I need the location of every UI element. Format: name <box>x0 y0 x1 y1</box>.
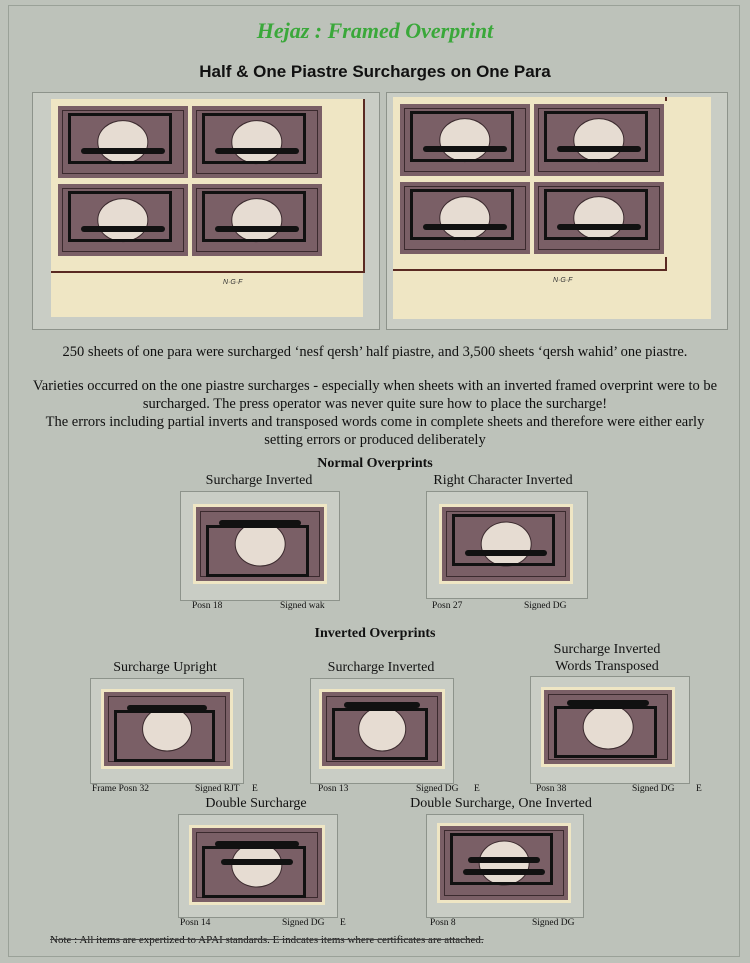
caption-surcharge-inverted: Surcharge Inverted <box>205 473 313 488</box>
mount-one-piastre-block <box>386 92 728 330</box>
position-label: Frame Posn 32 <box>92 784 149 794</box>
signature-label: Signed wak <box>280 601 325 611</box>
stamp-one-piastre <box>397 179 533 257</box>
normal-overprints-heading: Normal Overprints <box>317 456 433 471</box>
certificate-flag: E <box>252 784 258 794</box>
position-label: Posn 18 <box>192 601 223 611</box>
signature-label: Signed DG <box>282 918 325 928</box>
intro-errors: The errors including partial inverts and transposed words come in complete sheets and therefore were either early setting errors or produced deliberately <box>45 414 705 448</box>
signature-label: Signed DG <box>416 784 459 794</box>
inverted-overprints-heading: Inverted Overprints <box>314 626 436 641</box>
stamp-surcharge-inverted <box>319 689 445 769</box>
stamp-mount <box>426 491 588 599</box>
stamp-double-surcharge <box>189 825 325 905</box>
stamp-one-piastre <box>531 179 667 257</box>
imprint-text: N·G·F <box>223 279 243 286</box>
caption-double-surcharge-one-inverted: Double Surcharge, One Inverted <box>410 796 592 811</box>
stamp-surcharge-upright <box>101 689 233 769</box>
stamp-half-piastre <box>55 181 191 259</box>
stamp-mount <box>90 678 244 784</box>
certificate-flag: E <box>340 918 346 928</box>
stamp-words-transposed <box>541 687 675 767</box>
position-label: Posn 13 <box>318 784 349 794</box>
stamp-one-piastre <box>531 101 667 179</box>
stamp-mount <box>178 814 338 918</box>
stamp-half-piastre <box>189 181 325 259</box>
signature-label: Signed DG <box>532 918 575 928</box>
signature-label: Signed DG <box>632 784 675 794</box>
stamp-right-character-inverted <box>439 504 573 584</box>
stamp-mount <box>180 491 340 601</box>
signature-label: Signed RJT <box>195 784 240 794</box>
stamp-mount <box>310 678 454 784</box>
certificate-flag: E <box>696 784 702 794</box>
caption-surcharge-upright: Surcharge Upright <box>113 660 217 675</box>
position-label: Posn 27 <box>432 601 463 611</box>
stamp-surcharge-inverted <box>193 504 327 584</box>
page-subtitle: Half & One Piastre Surcharges on One Para <box>199 62 551 81</box>
position-label: Posn 14 <box>180 918 211 928</box>
stamp-mount <box>530 676 690 784</box>
mount-half-piastre-block <box>32 92 380 330</box>
caption-surcharge-inverted: Surcharge Inverted <box>553 642 661 657</box>
caption-surcharge-inverted: Surcharge Inverted <box>327 660 435 675</box>
position-label: Posn 38 <box>536 784 567 794</box>
caption-words-transposed: Words Transposed <box>555 659 659 674</box>
stamp-one-piastre <box>397 101 533 179</box>
stamp-half-piastre <box>189 103 325 181</box>
imprint-text: N·G·F <box>553 277 573 284</box>
stamp-double-surcharge-one-inverted <box>437 823 571 903</box>
stamp-mount <box>426 814 584 918</box>
position-label: Posn 8 <box>430 918 456 928</box>
caption-double-surcharge: Double Surcharge <box>205 796 307 811</box>
signature-label: Signed DG <box>524 601 567 611</box>
caption-right-character-inverted: Right Character Inverted <box>433 473 573 488</box>
stamp-half-piastre <box>55 103 191 181</box>
intro-line: 250 sheets of one para were surcharged ‘nesf qersh’ half piastre, and 3,500 sheets ‘qersh wahid’ one piastre. <box>62 344 688 360</box>
page-title: Hejaz : Framed Overprint <box>256 18 494 43</box>
expertization-note: Note : All items are expertized to APAI standards. E indcates items where certificates are attached. <box>50 934 484 946</box>
intro-varieties: Varieties occurred on the one piastre surcharges - especially when sheets with an inverted framed overprint were to be surcharged. The press operator was never quite sure how to place the surcharge! <box>32 378 718 412</box>
certificate-flag: E <box>474 784 480 794</box>
